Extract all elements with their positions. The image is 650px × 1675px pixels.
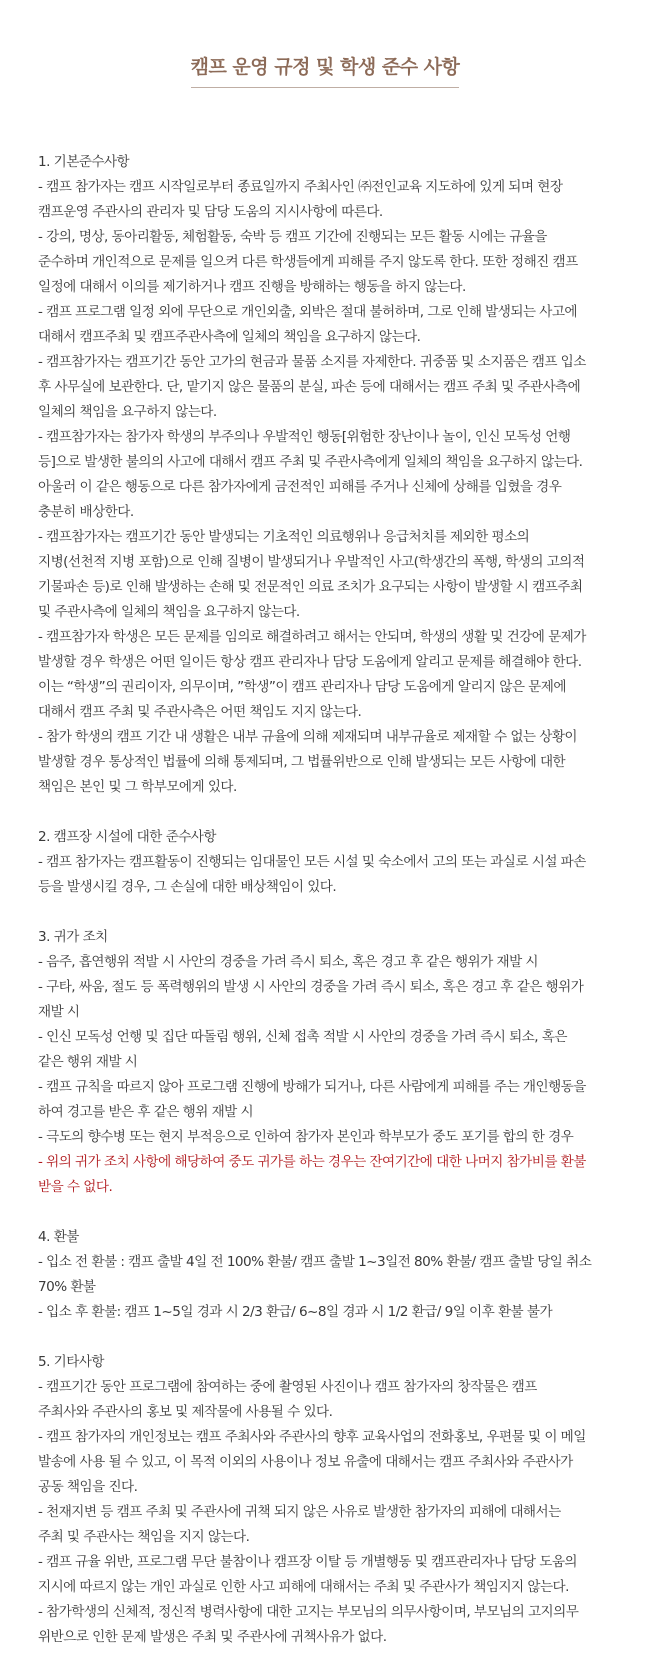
rule-line: 주최 및 주관사는 책임을 지지 않는다. xyxy=(38,1529,250,1545)
section-heading: 5. 기타사항 xyxy=(38,1354,104,1370)
rule-line: 발송에 사용 될 수 있고, 이 목적 이외의 사용이나 정보 유출에 대해서는 캠프 주최사와 주관사가 xyxy=(38,1454,573,1470)
rule-line: - 극도의 향수병 또는 현지 부적응으로 인하여 참가자 본인과 학부모가 중도 포기를 합의 한 경우 xyxy=(38,1129,574,1145)
rule-line: 일정에 대해서 이의를 제기하거나 캠프 진행을 방해하는 행동을 하지 않는다. xyxy=(38,279,466,295)
rule-line: - 캠프참가자는 참가자 학생의 부주의나 우발적인 행동[위험한 장난이나 놀이, 인신 모독성 언행 xyxy=(38,429,571,445)
section-heading: 4. 환불 xyxy=(38,1229,79,1245)
rule-line: 발생할 경우 통상적인 법률에 의해 통제되며, 그 법률위반으로 인해 발생되는 모든 사항에 대한 xyxy=(38,754,566,770)
rule-line: - 캠프참가자 학생은 모든 문제를 임의로 해결하려고 해서는 안되며, 학생의 생활 및 건강에 문제가 xyxy=(38,629,586,645)
rule-line: - 캠프 규칙을 따르지 않아 프로그램 진행에 방해가 되거나, 다른 사람에게 피해를 주는 개인행동을 xyxy=(38,1079,586,1095)
rule-line: 지시에 따르지 않는 개인 과실로 인한 사고 피해에 대해서는 주최 및 주관사가 책임지지 않는다. xyxy=(38,1579,569,1595)
section-refund xyxy=(38,1225,618,1325)
rule-line: - 강의, 명상, 동아리활동, 체험활동, 숙박 등 캠프 기간에 진행되는 모든 활동 시에는 규율을 xyxy=(38,229,547,245)
section-basic-rules xyxy=(38,150,618,800)
rule-line: 이는 “학생”의 권리이자, 의무이며, ”학생”이 캠프 관리자나 담당 도움에게 알리지 않은 문제에 xyxy=(38,679,566,695)
rules-content xyxy=(38,150,618,1675)
rule-line: 일체의 책임을 요구하지 않는다. xyxy=(38,404,217,420)
rule-line: - 입소 후 환불: 캠프 1~5일 경과 시 2/3 환급/ 6~8일 경과 시 1/2 환급/ 9일 이후 환불 불가 xyxy=(38,1304,553,1320)
section-facility-rules xyxy=(38,825,618,900)
rule-line: 지병(선천적 지병 포함)으로 인해 질병이 발생되거나 우발적인 사고(학생간의 폭행, 학생의 고의적 xyxy=(38,554,585,570)
rule-line: 캠프운영 주관사의 관리자 및 담당 도움의 지시사항에 따른다. xyxy=(38,204,383,220)
section-heading: 2. 캠프장 시설에 대한 준수사항 xyxy=(38,829,216,845)
rule-line: - 캠프기간 동안 프로그램에 참여하는 중에 촬영된 사진이나 캠프 참가자의 창작물은 캠프 xyxy=(38,1379,537,1395)
rule-line: 후 사무실에 보관한다. 단, 맡기지 않은 물품의 분실, 파손 등에 대해서는 캠프 주최 및 주관사측에 xyxy=(38,379,581,395)
rule-line: - 구타, 싸움, 절도 등 폭력행위의 발생 시 사안의 경중을 가려 즉시 퇴소, 혹은 경고 후 같은 행위가 xyxy=(38,979,584,995)
rule-line: 70% 환불 xyxy=(38,1279,96,1295)
rule-line: - 참가학생의 신체적, 정신적 병력사항에 대한 고지는 부모님의 의무사항이며, 부모님의 고지의무 xyxy=(38,1604,579,1620)
rule-line: 책임은 본인 및 그 학부모에게 있다. xyxy=(38,779,237,795)
rule-line: 준수하며 개인적으로 문제를 일으켜 다른 학생들에게 피해를 주지 않도록 한다. 또한 정해진 캠프 xyxy=(38,254,578,270)
rule-line: - 인신 모독성 언행 및 집단 따돌림 행위, 신체 접촉 적발 시 사안의 경중을 가려 즉시 퇴소, 혹은 xyxy=(38,1029,567,1045)
rule-line: 재발 시 xyxy=(38,1004,80,1020)
rule-line: - 캠프 참가자의 개인정보는 캠프 주최사와 주관사의 향후 교육사업의 전화홍보, 우편물 및 이 메일 xyxy=(38,1429,586,1445)
section-return-home xyxy=(38,925,618,1200)
page-title: 캠프 운영 규정 및 학생 준수 사항 xyxy=(191,52,460,88)
rule-line: 등]으로 발생한 불의의 사고에 대해서 캠프 주최 및 주관사측에게 일체의 책임을 요구하지 않는다. xyxy=(38,454,583,470)
rule-line: 대해서 캠프 주최 및 주관사측은 어떤 책임도 지지 않는다. xyxy=(38,704,362,720)
rule-line: 아울러 이 같은 행동으로 다른 참가자에게 금전적인 피해를 주거나 신체에 상해를 입혔을 경우 xyxy=(38,479,562,495)
section-heading: 3. 귀가 조치 xyxy=(38,929,108,945)
rule-line: - 캠프 참가자는 캠프 시작일로부터 종료일까지 주최사인 ㈜전인교육 지도하에 있게 되며 현장 xyxy=(38,179,563,195)
warning-line: - 위의 귀가 조치 사항에 해당하여 중도 귀가를 하는 경우는 잔여기간에 대한 나머지 참가비를 환불 xyxy=(38,1154,586,1170)
section-other xyxy=(38,1350,618,1650)
section-heading: 1. 기본준수사항 xyxy=(38,154,130,170)
rule-line: - 캠프 프로그램 일정 외에 무단으로 개인외출, 외박은 절대 불허하며, 그로 인해 발생되는 사고에 xyxy=(38,304,578,320)
rule-line: - 천재지변 등 캠프 주최 및 주관사에 귀책 되지 않은 사유로 발생한 참가자의 피해에 대해서는 xyxy=(38,1504,561,1520)
rule-line: - 캠프참가자는 캠프기간 동안 고가의 현금과 물품 소지를 자제한다. 귀중품 및 소지품은 캠프 입소 xyxy=(38,354,586,370)
rule-line: 충분히 배상한다. xyxy=(38,504,134,520)
rule-line: 주최사와 주관사의 홍보 및 제작물에 사용될 수 있다. xyxy=(38,1404,333,1420)
rule-line: 같은 행위 재발 시 xyxy=(38,1054,138,1070)
rule-line: - 캠프 규율 위반, 프로그램 무단 불참이나 캠프장 이탈 등 개별행동 및 캠프관리자나 담당 도움의 xyxy=(38,1554,578,1570)
rule-line: 발생할 경우 학생은 어떤 일이든 항상 캠프 관리자나 담당 도움에게 알리고 문제를 해결해야 한다. xyxy=(38,654,582,670)
title-area xyxy=(0,52,650,88)
rule-line: 하여 경고를 받은 후 같은 행위 재발 시 xyxy=(38,1104,254,1120)
rule-line: - 참가 학생의 캠프 기간 내 생활은 내부 규율에 의해 제재되며 내부규율로 제재할 수 없는 상황이 xyxy=(38,729,578,745)
rule-line: 및 주관사측에 일체의 책임을 요구하지 않는다. xyxy=(38,604,300,620)
rule-line: - 캠프 참가자는 캠프활동이 진행되는 임대물인 모든 시설 및 숙소에서 고의 또는 과실로 시설 파손 xyxy=(38,854,586,870)
rule-line: 공동 책임을 진다. xyxy=(38,1479,138,1495)
rule-line: 위반으로 인한 문제 발생은 주최 및 주관사에 귀책사유가 없다. xyxy=(38,1629,387,1645)
rule-line: - 입소 전 환불 : 캠프 출발 4일 전 100% 환불/ 캠프 출발 1~3일전 80% 환불/ 캠프 출발 당일 취소 xyxy=(38,1254,592,1270)
rule-line: - 음주, 흡연행위 적발 시 사안의 경중을 가려 즉시 퇴소, 혹은 경고 후 같은 행위가 재발 시 xyxy=(38,954,539,970)
rule-line: - 캠프참가자는 캠프기간 동안 발생되는 기초적인 의료행위나 응급처치를 제외한 평소의 xyxy=(38,529,530,545)
warning-line: 받을 수 없다. xyxy=(38,1179,113,1195)
rule-line: 등을 발생시킬 경우, 그 손실에 대한 배상책임이 있다. xyxy=(38,879,337,895)
rule-line: 대해서 캠프주최 및 캠프주관사측에 일체의 책임을 요구하지 않는다. xyxy=(38,329,421,345)
rule-line: 기물파손 등)로 인해 발생하는 손해 및 전문적인 의료 조치가 요구되는 사항이 발생할 시 캠프주최 xyxy=(38,579,583,595)
